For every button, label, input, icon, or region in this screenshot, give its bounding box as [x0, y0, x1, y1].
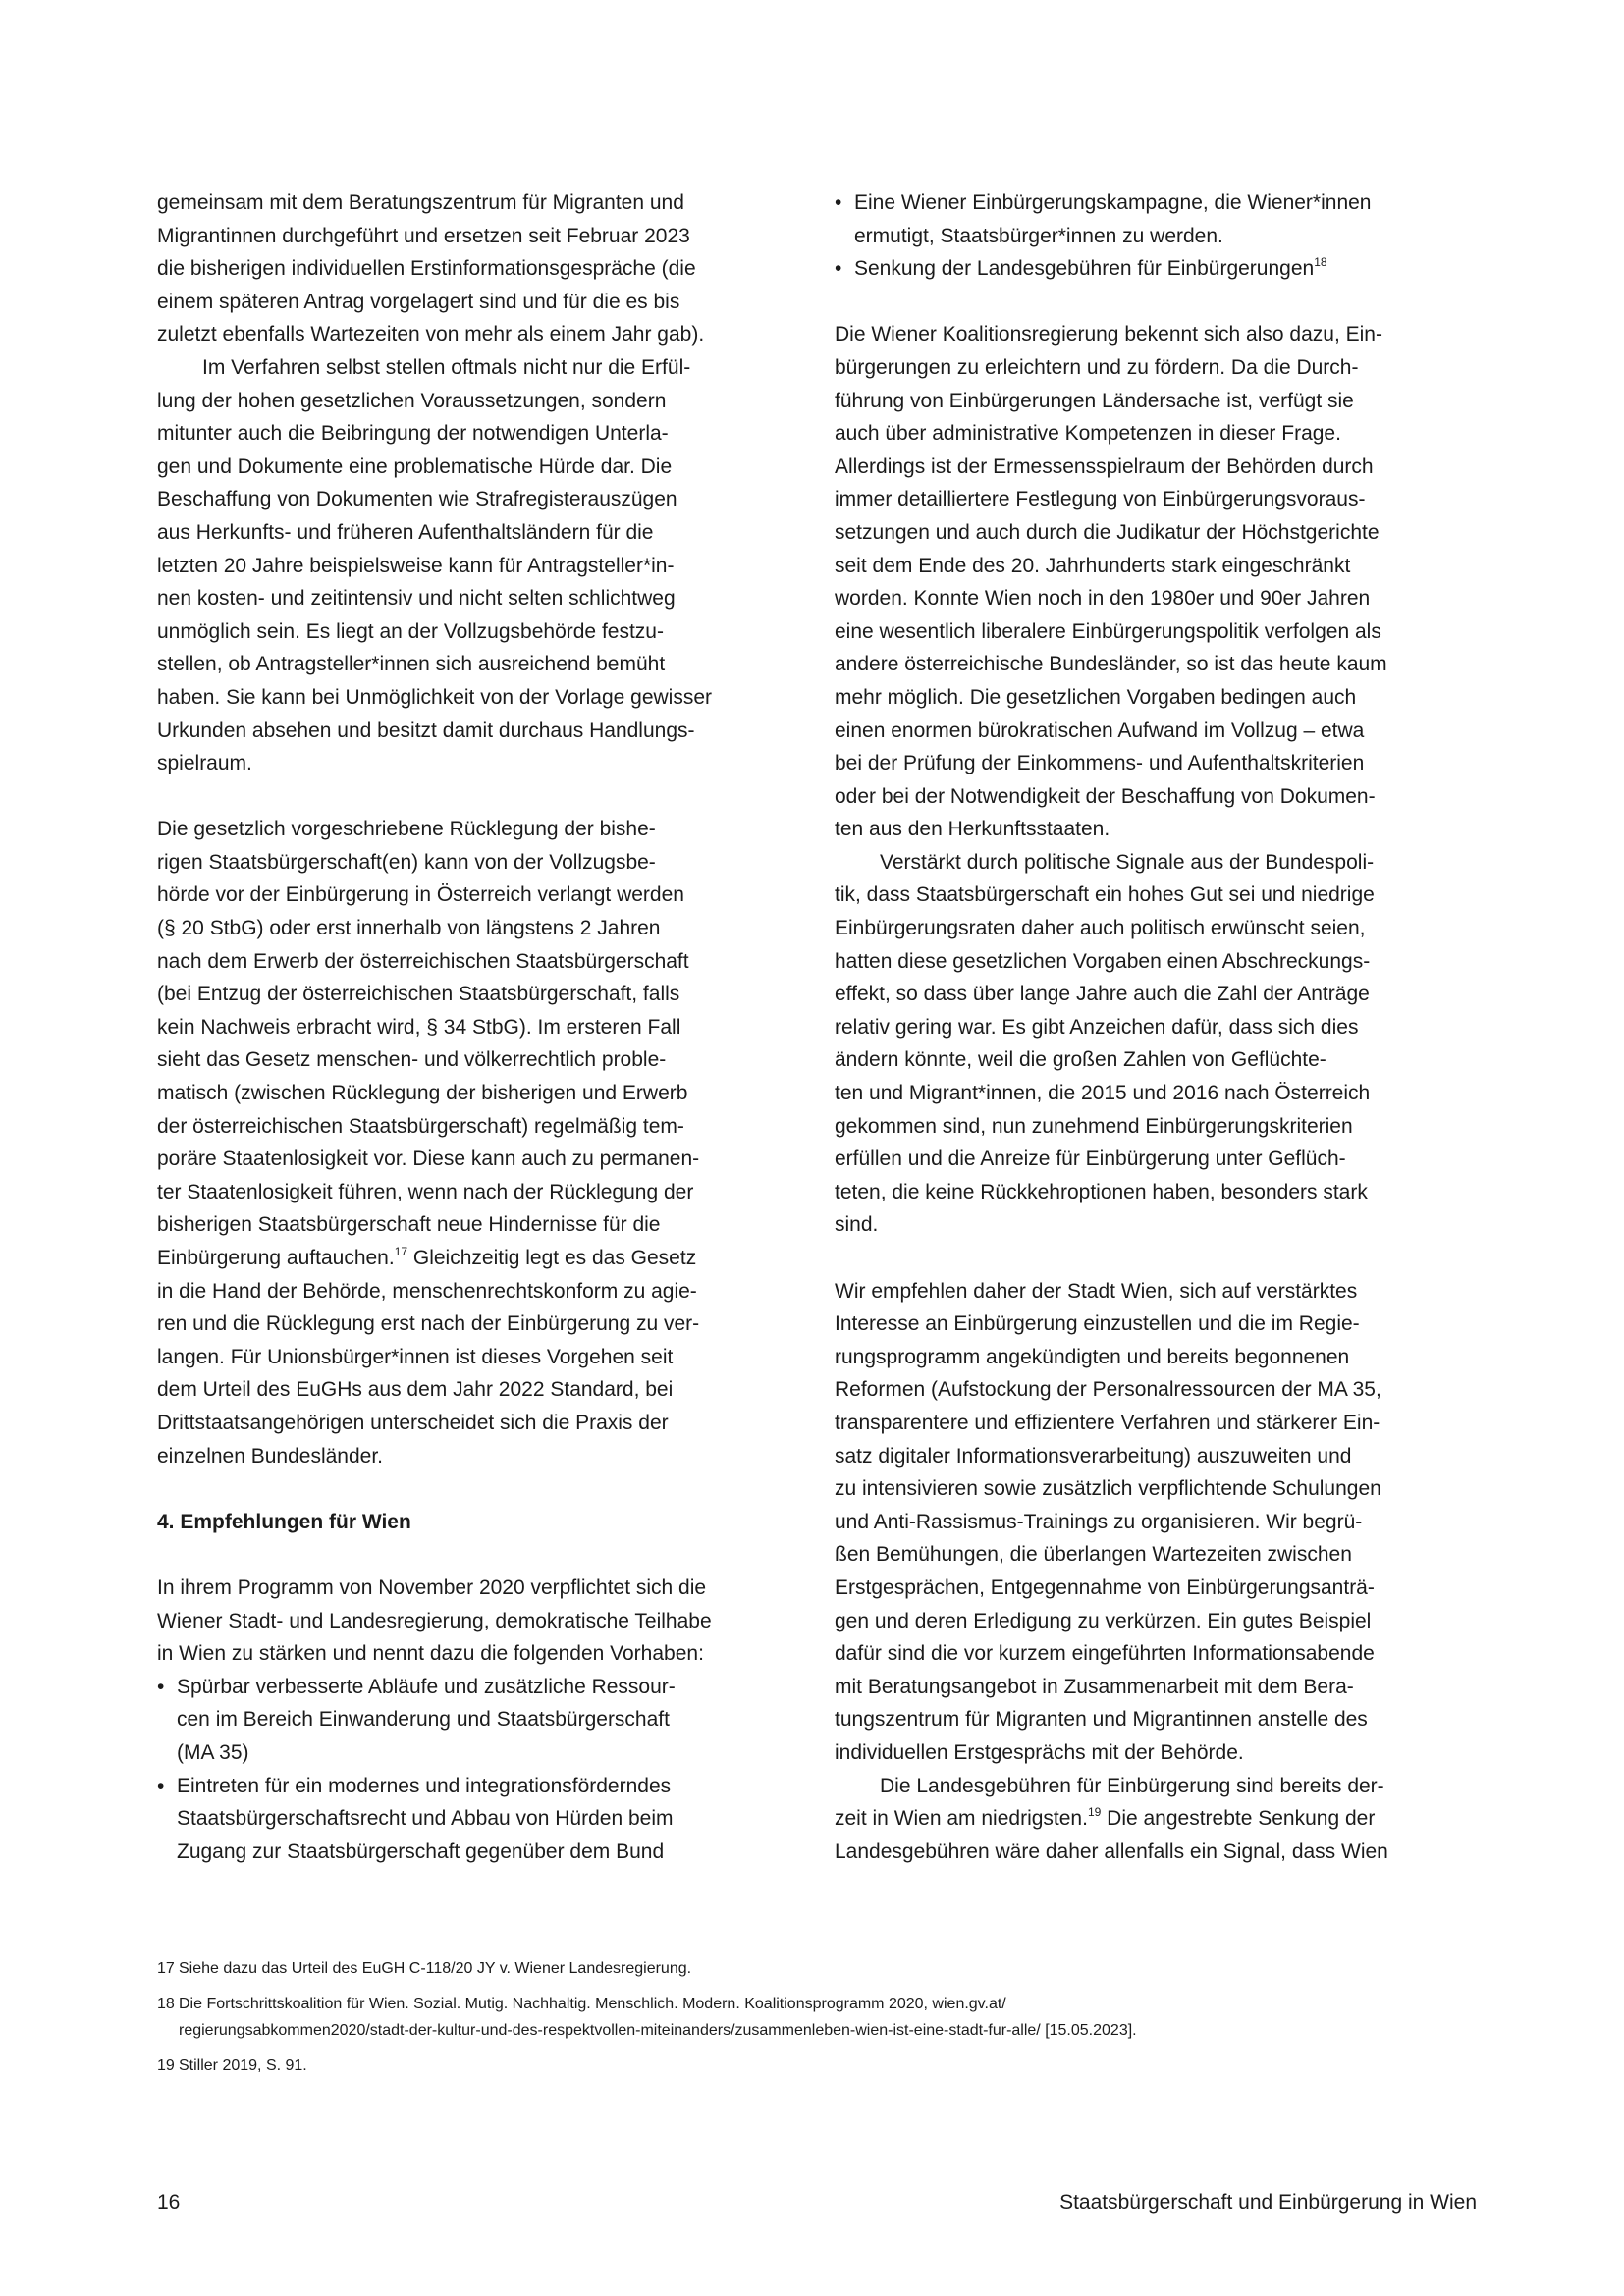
text-line: Spürbar verbesserte Abläufe und zusätzliche Ressour- — [177, 1675, 676, 1698]
footnote-number: 19 — [157, 2057, 175, 2074]
text-line: lung der hohen gesetzlichen Voraussetzungen, sondern — [157, 389, 667, 412]
footnote-text — [179, 1955, 691, 1982]
text-line: die bisherigen individuellen Erstinformationsgespräche (die — [157, 257, 696, 281]
text-line: cen im Bereich Einwanderung und Staatsbürgerschaft — [177, 1708, 670, 1732]
text-line: oder bei der Notwendigkeit der Beschaffung von Dokumen- — [835, 784, 1376, 808]
footnote-line: Siehe dazu das Urteil des EuGH C-118/20 JY v. Wiener Landesregierung. — [179, 1960, 692, 1977]
paragraph — [835, 846, 1492, 1242]
spacer — [835, 286, 1492, 319]
text-line: transparentere und effizientere Verfahren und stärkerer Ein- — [835, 1411, 1380, 1434]
text-line: dem Urteil des EuGHs aus dem Jahr 2022 Standard, bei — [157, 1378, 674, 1402]
text-line: Interesse an Einbürgerung einzustellen und die im Regie- — [835, 1312, 1360, 1336]
text-line: einen enormen bürokratischen Aufwand im Vollzug – etwa — [835, 719, 1365, 742]
text-line: setzungen und auch durch die Judikatur der Höchstgerichte — [835, 520, 1380, 544]
text-line: der österreichischen Staatsbürgerschaft) regelmäßig tem- — [157, 1114, 684, 1138]
text-line: zu intensivieren sowie zusätzlich verpflichtende Schulungen — [835, 1477, 1381, 1501]
text-line: tungszentrum für Migranten und Migrantinnen anstelle des — [835, 1708, 1368, 1732]
list-item — [157, 1671, 815, 1770]
footnote — [157, 2053, 1492, 2079]
right-column — [835, 187, 1492, 1868]
text-line: Wiener Stadt- und Landesregierung, demokratische Teilhabe — [157, 1609, 712, 1632]
text-line: letzten 20 Jahre beispielsweise kann für Antragsteller*in- — [157, 554, 675, 577]
text-line: ten aus den Herkunftsstaaten. — [835, 818, 1110, 841]
text-line: ren und die Rücklegung erst nach der Einbürgerung zu ver- — [157, 1312, 700, 1336]
footnotes — [157, 1955, 1492, 2088]
list-item — [835, 252, 1492, 286]
text-line: mitunter auch die Beibringung der notwendigen Unterla- — [157, 422, 669, 446]
text-line: Eine Wiener Einbürgerungskampagne, die Wiener*innen — [854, 191, 1372, 214]
text-line: gemeinsam mit dem Beratungszentrum für Migranten und — [157, 191, 684, 214]
text-line: bei der Prüfung der Einkommens- und Aufenthaltskriterien — [835, 752, 1365, 775]
text-line: stellen, ob Antragsteller*innen sich ausreichend bemüht — [157, 653, 666, 676]
spacer — [157, 1472, 815, 1506]
page-footer — [157, 2191, 1477, 2215]
page-number: 16 — [157, 2191, 181, 2214]
section-heading: 4. Empfehlungen für Wien — [157, 1510, 411, 1533]
footnote-ref: 18 — [1314, 255, 1327, 270]
text-line: zeit in Wien am niedrigsten.$^{19}$ Die angestrebte Senkung der — [835, 1805, 1376, 1831]
text-line: in Wien zu stärken und nennt dazu die folgenden Vorhaben: — [157, 1642, 704, 1666]
text-line: Verstärkt durch politische Signale aus der Bundespoli- — [880, 850, 1375, 874]
text-line: effekt, so dass über lange Jahre auch die Zahl der Anträge — [835, 983, 1370, 1006]
text-line: auch über administrative Kompetenzen in dieser Frage. — [835, 422, 1341, 446]
text-line: relativ gering war. Es gibt Anzeichen dafür, dass sich dies — [835, 1015, 1359, 1039]
text-line: hörde vor der Einbürgerung in Österreich verlangt werden — [157, 883, 684, 907]
left-column — [157, 187, 815, 1868]
text-line: hatten diese gesetzlichen Vorgaben einen Abschreckungs- — [835, 949, 1371, 973]
text-line: haben. Sie kann bei Unmöglichkeit von der Vorlage gewisser — [157, 685, 713, 709]
text-line: Einbürgerungsraten daher auch politisch erwünscht seien, — [835, 917, 1366, 940]
text-line: ermutigt, Staatsbürger*innen zu werden. — [854, 224, 1223, 247]
text-line: Zugang zur Staatsbürgerschaft gegenüber dem Bund — [177, 1840, 665, 1863]
text-line: tik, dass Staatsbürgerschaft ein hohes Gut sei und niedrige — [835, 883, 1375, 907]
text-line: gen und deren Erledigung zu verkürzen. Ein gutes Beispiel — [835, 1609, 1372, 1632]
text-line: eine wesentlich liberalere Einbürgerungspolitik verfolgen als — [835, 619, 1381, 643]
text-line: gen und Dokumente eine problematische Hürde dar. Die — [157, 454, 673, 478]
text-line: (MA 35) — [177, 1740, 249, 1764]
text-line: aus Herkunfts- und früheren Aufenthaltsländern für die — [157, 520, 654, 544]
paragraph — [835, 318, 1492, 846]
footnote — [157, 1991, 1492, 2044]
text-line: Einbürgerung auftauchen.$^{17}$ Gleichzeitig legt es das Gesetz — [157, 1245, 697, 1269]
text-line: immer detailliertere Festlegung von Einbürgerungsvoraus- — [835, 488, 1366, 511]
bullet-icon: • — [157, 1774, 165, 1797]
text-line: sieht das Gesetz menschen- und völkerrechtlich proble- — [157, 1048, 667, 1072]
text-line: Die gesetzlich vorgeschriebene Rücklegung der bishe- — [157, 818, 656, 841]
footnote-number: 17 — [157, 1960, 175, 1977]
text-line: zuletzt ebenfalls Wartezeiten von mehr als einem Jahr gab). — [157, 323, 705, 347]
text-line: ßen Bemühungen, die überlangen Wartezeiten zwischen — [835, 1543, 1352, 1567]
text-line: Erstgesprächen, Entgegennahme von Einbürgerungsanträ- — [835, 1575, 1375, 1599]
spacer — [157, 780, 815, 814]
text-line: individuellen Erstgesprächs mit der Behörde. — [835, 1740, 1244, 1764]
text-line: Im Verfahren selbst stellen oftmals nicht nur die Erfül- — [202, 355, 691, 379]
text-line: und Anti-Rassismus-Trainings zu organisieren. Wir begrü- — [835, 1510, 1363, 1533]
text-line: mehr möglich. Die gesetzlichen Vorgaben bedingen auch — [835, 685, 1357, 709]
text-line: gekommen sind, nun zunehmend Einbürgerungskriterien — [835, 1114, 1353, 1138]
text-line: einem späteren Antrag vorgelagert sind und für die es bis — [157, 290, 680, 313]
text-line: sind. — [835, 1213, 879, 1237]
text-line: In ihrem Programm von November 2020 verpflichtet sich die — [157, 1575, 707, 1599]
text-line: Reformen (Aufstockung der Personalressourcen der MA 35, — [835, 1378, 1381, 1402]
footnote-text — [179, 1991, 1137, 2044]
list-item — [157, 1770, 815, 1869]
text-line: seit dem Ende des 20. Jahrhunderts stark eingeschränkt — [835, 554, 1351, 577]
text-line: nen kosten- und zeitintensiv und nicht selten schlichtweg — [157, 587, 676, 611]
text-line: Wir empfehlen daher der Stadt Wien, sich auf verstärktes — [835, 1279, 1358, 1303]
paragraph — [157, 187, 815, 351]
text-line: nach dem Erwerb der österreichischen Staatsbürgerschaft — [157, 949, 689, 973]
bullet-icon: • — [157, 1675, 165, 1698]
text-line: rigen Staatsbürgerschaft(en) kann von der Vollzugsbe- — [157, 850, 656, 874]
footnote-ref: 17 — [394, 1245, 408, 1258]
paragraph — [835, 1275, 1492, 1770]
text-line: Eintreten für ein modernes und integrationsförderndes — [177, 1774, 672, 1797]
paragraph — [157, 351, 815, 780]
text-line: erfüllen und die Anreize für Einbürgerung unter Geflüch- — [835, 1148, 1346, 1171]
bullet-list — [157, 1671, 815, 1869]
text-line: ter Staatenlosigkeit führen, wenn nach der Rücklegung der — [157, 1180, 694, 1203]
spacer — [835, 1242, 1492, 1275]
text-line: ten und Migrant*innen, die 2015 und 2016 nach Österreich — [835, 1082, 1371, 1105]
text-line: Die Wiener Koalitionsregierung bekennt sich also dazu, Ein- — [835, 323, 1382, 347]
footnote-line: Die Fortschrittskoalition für Wien. Sozial. Mutig. Nachhaltig. Menschlich. Modern. Koalitionsprogramm 2020, wien.gv.at/ — [179, 1996, 1006, 2012]
bullet-icon: • — [835, 191, 842, 214]
footnote-text — [179, 2053, 307, 2079]
text-line: führung von Einbürgerungen Ländersache ist, verfügt sie — [835, 389, 1354, 412]
text-line: bürgerungen zu erleichtern und zu fördern. Da die Durch- — [835, 355, 1359, 379]
text-line: (§ 20 StbG) oder erst innerhalb von längstens 2 Jahren — [157, 917, 661, 940]
paragraph — [157, 1572, 815, 1671]
text-line: worden. Konnte Wien noch in den 1980er und 90er Jahren — [835, 587, 1371, 611]
paragraph — [157, 813, 815, 1472]
bullet-list — [835, 187, 1492, 286]
text-line: Die Landesgebühren für Einbürgerung sind bereits der- — [880, 1774, 1384, 1797]
text-line: Beschaffung von Dokumenten wie Strafregisterauszügen — [157, 488, 677, 511]
text-line: Drittstaatsangehörigen unterscheidet sich die Praxis der — [157, 1411, 669, 1434]
footnote-ref: 19 — [1087, 1805, 1102, 1820]
text-line: matisch (zwischen Rücklegung der bisherigen und Erwerb — [157, 1082, 688, 1105]
text-line: teten, die keine Rückkehroptionen haben, besonders stark — [835, 1180, 1368, 1203]
text-line: bisherigen Staatsbürgerschaft neue Hindernisse für die — [157, 1213, 661, 1237]
text-line: ändern könnte, weil die großen Zahlen von Geflüchte- — [835, 1048, 1326, 1072]
text-line: einzelnen Bundesländer. — [157, 1444, 384, 1468]
text-line: kein Nachweis erbracht wird, § 34 StbG). Im ersteren Fall — [157, 1015, 681, 1039]
bullet-icon: • — [835, 257, 842, 281]
text-line: rungsprogramm angekündigten und bereits begonnenen — [835, 1345, 1350, 1368]
text-line: Allerdings ist der Ermessensspielraum der Behörden durch — [835, 454, 1374, 478]
text-line: in die Hand der Behörde, menschenrechtskonform zu agie- — [157, 1279, 697, 1303]
text-line: spielraum. — [157, 752, 252, 775]
footnote-number: 18 — [157, 1996, 175, 2012]
text-line: Migrantinnen durchgeführt und ersetzen seit Februar 2023 — [157, 224, 690, 247]
text-line: (bei Entzug der österreichischen Staatsbürgerschaft, falls — [157, 983, 680, 1006]
running-title: Staatsbürgerschaft und Einbürgerung in Wien — [1059, 2191, 1477, 2214]
footnote-line: regierungsabkommen2020/stadt-der-kultur-und-des-respektvollen-miteinanders/zusammenleben-wien-ist-eine-stadt-fur-alle/ [15.05.2023]. — [179, 2022, 1137, 2039]
text-line: Landesgebühren wäre daher allenfalls ein Signal, dass Wien — [835, 1840, 1388, 1863]
spacer — [157, 1538, 815, 1572]
text-line: Senkung der Landesgebühren für Einbürgerungen$^{18}$ — [854, 255, 1327, 281]
footnote-line: Stiller 2019, S. 91. — [179, 2057, 307, 2074]
text-line: unmöglich sein. Es liegt an der Vollzugsbehörde festzu- — [157, 619, 664, 643]
text-line: langen. Für Unionsbürger*innen ist dieses Vorgehen seit — [157, 1345, 674, 1368]
paragraph — [835, 1770, 1492, 1869]
footnote — [157, 1955, 1492, 1982]
text-line: andere österreichische Bundesländer, so ist das heute kaum — [835, 653, 1387, 676]
text-line: satz digitaler Informationsverarbeitung) auszuweiten und — [835, 1444, 1352, 1468]
text-line: Staatsbürgerschaftsrecht und Abbau von Hürden beim — [177, 1807, 674, 1831]
list-item — [835, 187, 1492, 252]
text-line: dafür sind die vor kurzem eingeführten Informationsabende — [835, 1642, 1375, 1666]
text-line: mit Beratungsangebot in Zusammenarbeit mit dem Bera- — [835, 1675, 1354, 1698]
text-line: Urkunden absehen und besitzt damit durchaus Handlungs- — [157, 719, 695, 742]
text-line: poräre Staatenlosigkeit vor. Diese kann auch zu permanen- — [157, 1148, 700, 1171]
